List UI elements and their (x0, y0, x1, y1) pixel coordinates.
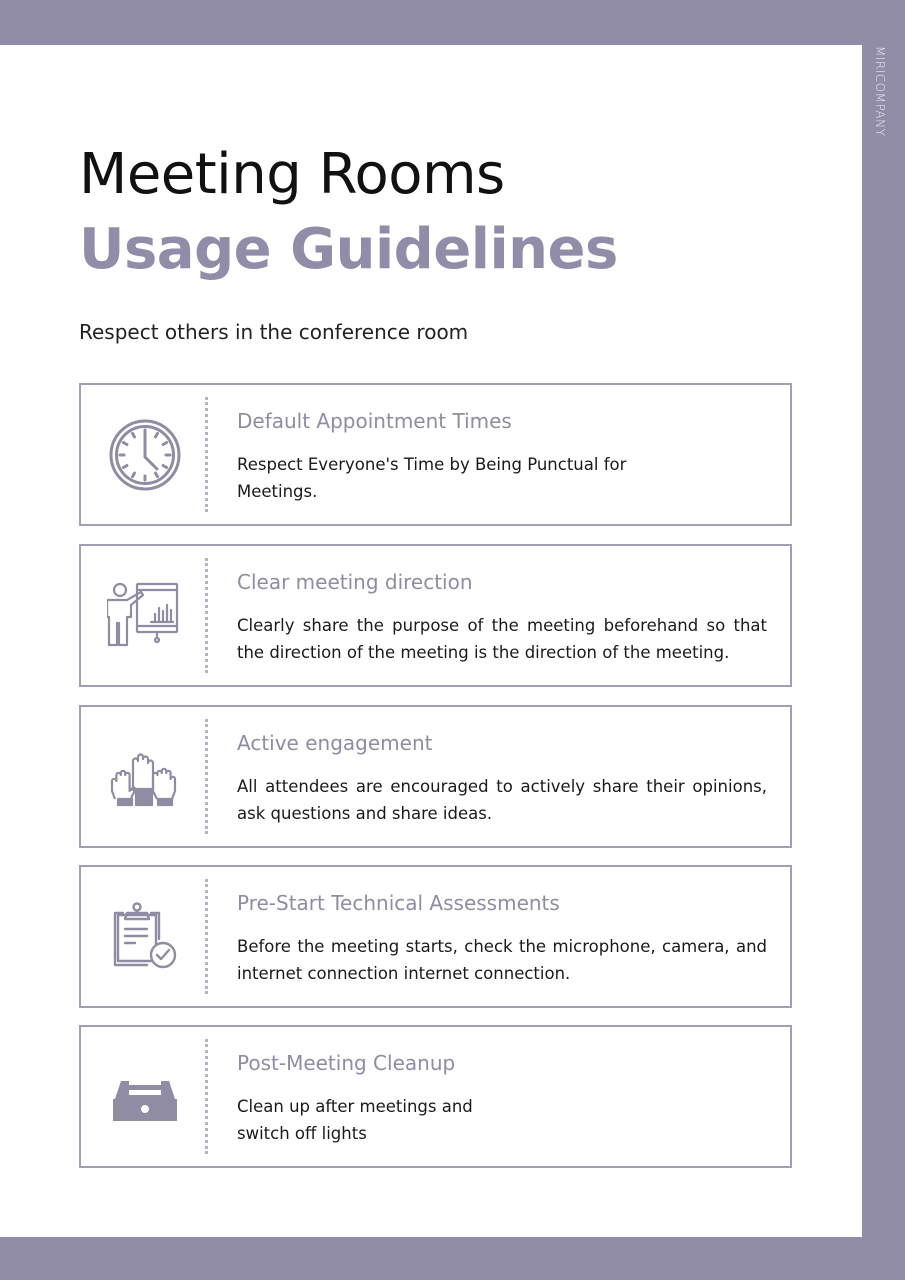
guideline-body: All attendees are encouraged to actively share their opinions, ask questions and share ideas. (237, 777, 767, 823)
dotted-divider (205, 558, 208, 673)
dotted-divider (205, 879, 208, 994)
dotted-divider (205, 1039, 208, 1154)
guideline-heading: Active engagement (237, 731, 433, 755)
guideline-body: Clean up after meetings and switch off lights (237, 1097, 473, 1143)
guideline-heading: Post-Meeting Cleanup (237, 1051, 456, 1075)
guideline-body: Clearly share the purpose of the meeting beforehand so that the direction of the meeting is the direction of the meeting. (237, 616, 767, 662)
guideline-heading: Clear meeting direction (237, 570, 473, 594)
dotted-divider (205, 719, 208, 834)
raised-hands-icon (107, 737, 183, 817)
page-subtitle: Respect others in the conference room (79, 320, 469, 344)
guideline-card-technical-assessments (79, 865, 792, 1008)
guideline-heading: Pre-Start Technical Assessments (237, 891, 560, 915)
guideline-card-appointment-times (79, 383, 792, 526)
guideline-card-cleanup (79, 1025, 792, 1168)
drawer-icon (107, 1057, 183, 1137)
guideline-body: Before the meeting starts, check the microphone, camera, and internet connection internet connection. (237, 937, 767, 983)
clipboard-check-icon (107, 897, 183, 977)
brand-label: MIRICOMPANY (873, 46, 887, 137)
guideline-card-active-engagement (79, 705, 792, 848)
page-title-accent: Usage Guidelines (79, 217, 618, 282)
clock-icon (107, 415, 183, 495)
presentation-icon (107, 576, 183, 656)
dotted-divider (205, 397, 208, 512)
guideline-body: Respect Everyone's Time by Being Punctual for Meetings. (237, 455, 627, 501)
guideline-card-meeting-direction (79, 544, 792, 687)
page-title: Meeting Rooms (79, 142, 505, 207)
guideline-heading: Default Appointment Times (237, 409, 512, 433)
